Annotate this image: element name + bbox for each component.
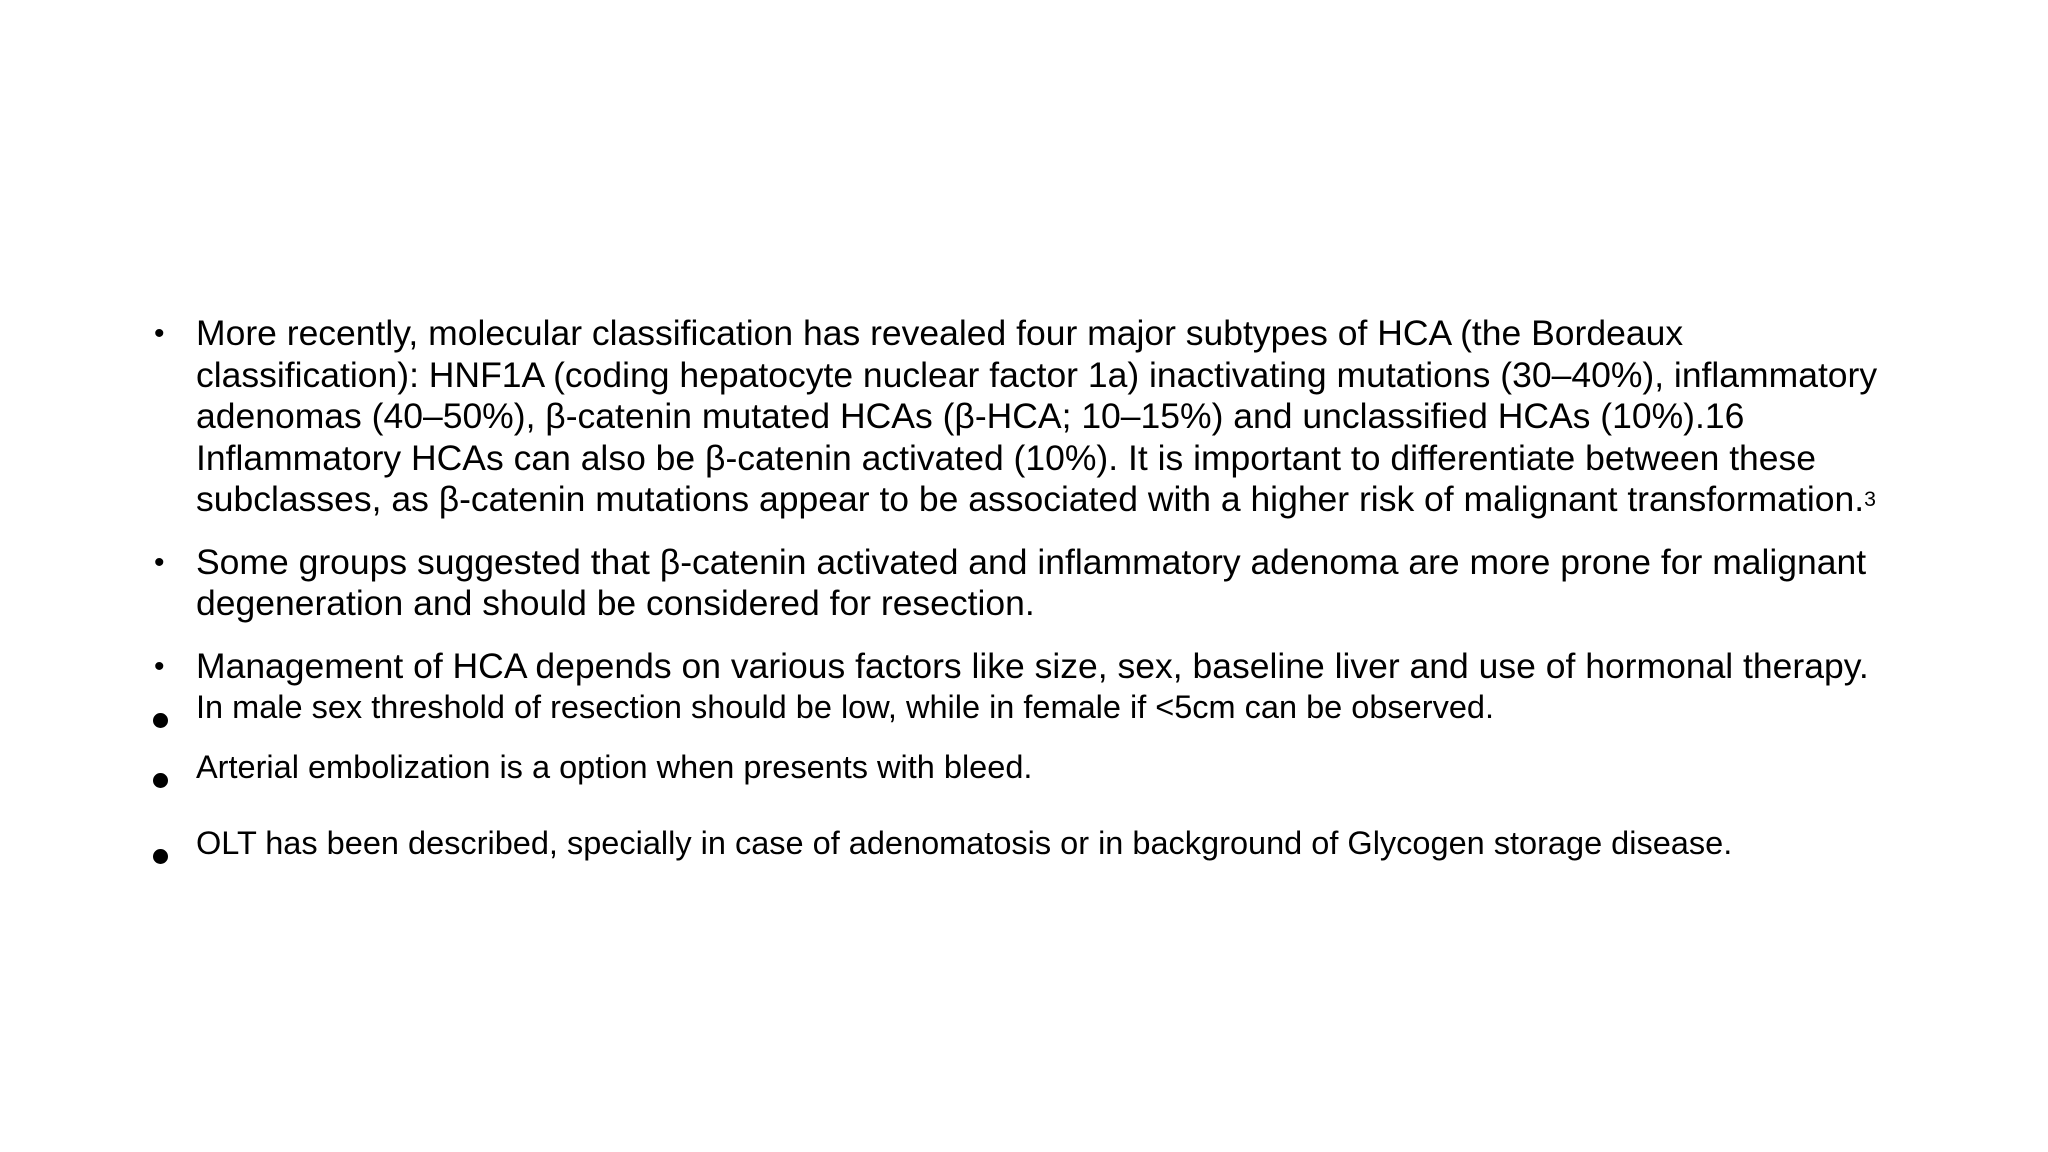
bullet-dot-icon: •: [154, 545, 165, 579]
bullet-dot-icon: [153, 713, 168, 728]
citation-superscript: 3: [1864, 486, 1876, 511]
bullet-text: More recently, molecular classification has revealed four major subtypes of HCA (the Bordeaux classification): HNF1A (coding hepatocyte nuclear factor 1a) inactivating mutations (30–40%), inflammatory adenomas (40–50%), β-catenin mutated HCAs (β-HCA; 10–15%) and unclassified HCAs (10%).16 Inflammatory HCAs can also be β-catenin activated (10%). It is important to differentiate between these subclasses, as β-catenin mutations appear to be associated with a higher risk of malignant transformation.: [196, 313, 1878, 519]
bullet-dot-icon: •: [154, 317, 165, 350]
bullet-dot-icon: [153, 773, 168, 788]
bullet-item-malignant-degeneration: [150, 542, 1910, 625]
bullet-item-management: [150, 646, 1910, 688]
bullet-text: In male sex threshold of resection should be low, while in female if <5cm can be observed.: [196, 689, 1495, 725]
bullet-text: OLT has been described, specially in case of adenomatosis or in background of Glycogen storage disease.: [196, 825, 1733, 861]
bullet-item-arterial-embolization: [150, 747, 1910, 787]
bullet-text: Arterial embolization is a option when presents with bleed.: [196, 749, 1033, 785]
bullet-dot-icon: •: [154, 649, 165, 683]
bullet-dot-icon: [153, 849, 168, 864]
bullet-text: Management of HCA depends on various factors like size, sex, baseline liver and use of hormonal therapy.: [196, 645, 1869, 686]
bullet-list: [150, 313, 1910, 863]
bullet-text: Some groups suggested that β-catenin activated and inflammatory adenoma are more prone for malignant degeneration and should be considered for resection.: [196, 541, 1867, 623]
bullet-item-bordeaux-classification: [150, 313, 1910, 521]
bullet-item-resection-threshold: [150, 687, 1910, 727]
bullet-item-olt: [150, 823, 1910, 863]
